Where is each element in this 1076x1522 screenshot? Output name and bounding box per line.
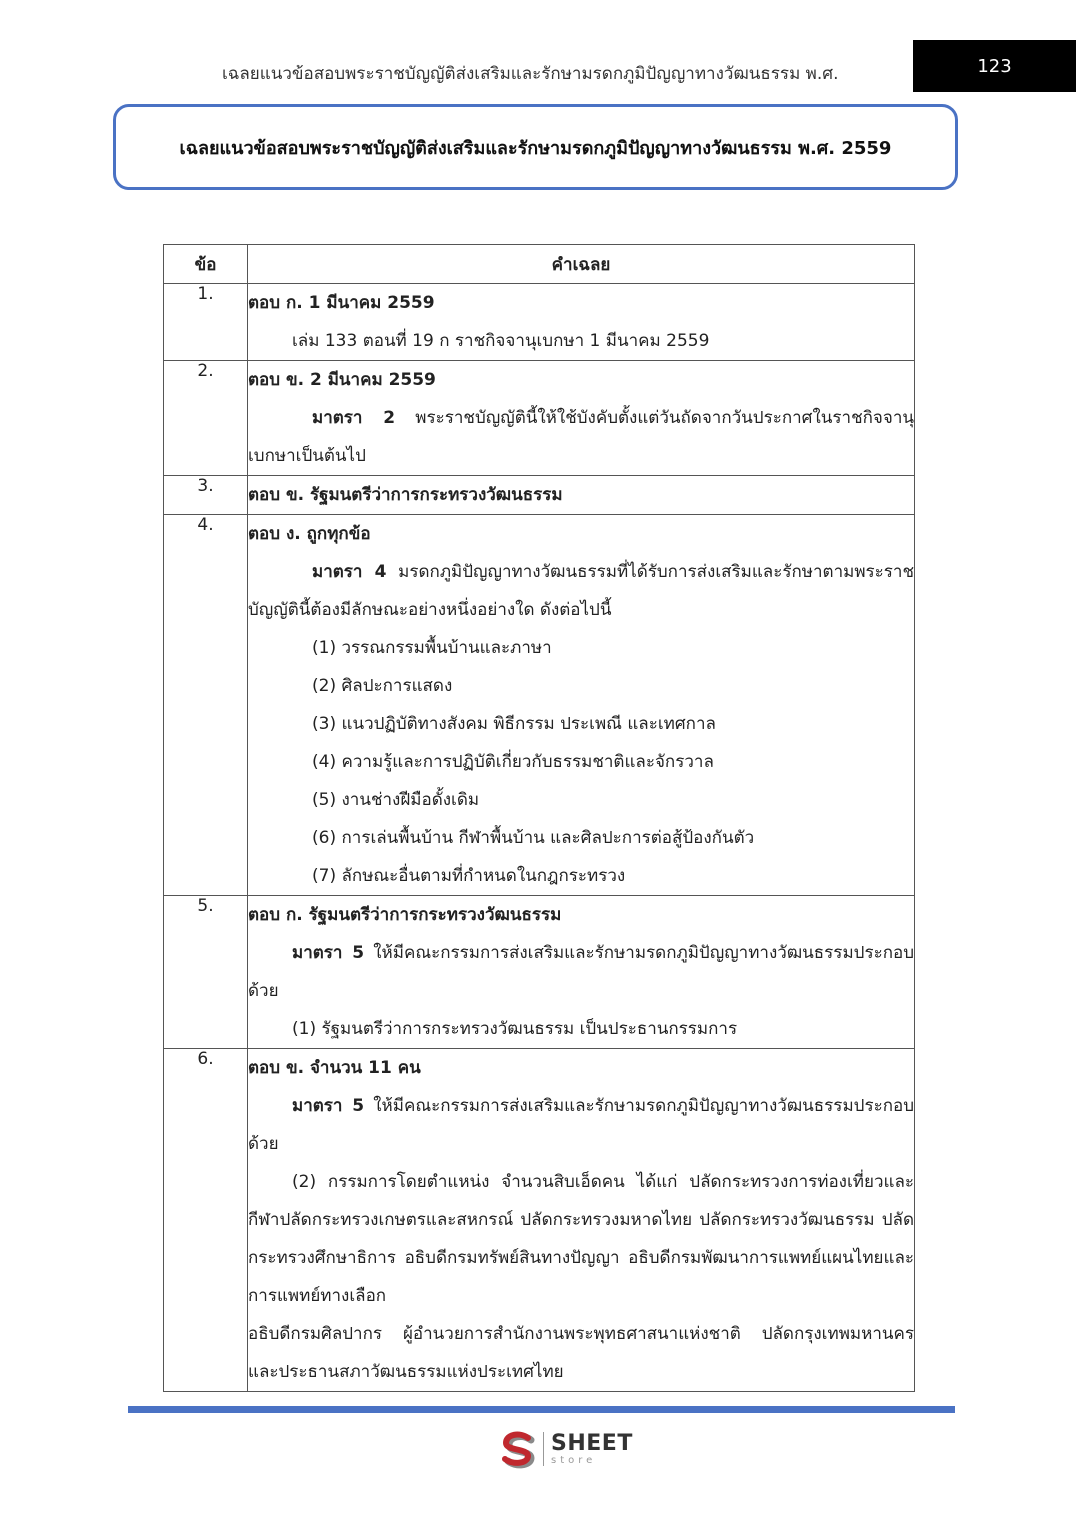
table-row bbox=[164, 896, 915, 1049]
column-header-answer: คำเฉลย bbox=[248, 245, 915, 284]
section-text: ให้มีคณะกรรมการส่งเสริมและรักษามรดกภูมิปัญญาทางวัฒนธรรมประกอบด้วย bbox=[248, 1096, 914, 1154]
row-answer-cell bbox=[248, 284, 915, 361]
section-paragraph bbox=[248, 399, 914, 475]
row-answer-cell bbox=[248, 361, 915, 476]
table-header-row bbox=[164, 245, 915, 284]
logo-separator bbox=[543, 1432, 544, 1466]
answer-table bbox=[163, 244, 915, 1392]
list-item: (4) ความรู้และการปฏิบัติเกี่ยวกับธรรมชาติและจักรวาล bbox=[312, 752, 714, 772]
row-number: 5. bbox=[164, 896, 248, 1049]
list-item: (1) รัฐมนตรีว่าการกระทรวงวัฒนธรรม เป็นประธานกรรมการ bbox=[292, 1019, 738, 1039]
page-header bbox=[0, 40, 1076, 92]
section-text: มรดกภูมิปัญญาทางวัฒนธรรมที่ได้รับการส่งเสริมและรักษาตามพระราชบัญญัตินี้ต้องมีลักษณะอย่างหนึ่งอย่างใด ดังต่อไปนี้ bbox=[248, 562, 914, 620]
answer-line: ตอบ ข. 2 มีนาคม 2559 bbox=[248, 370, 436, 390]
row-answer-cell bbox=[248, 476, 915, 515]
section-paragraph bbox=[248, 1087, 914, 1163]
running-title: เฉลยแนวข้อสอบพระราชบัญญัติส่งเสริมและรักษามรดกภูมิปัญญาทางวัฒนธรรม พ.ศ. bbox=[222, 64, 839, 84]
list-item: (5) งานช่างฝีมือดั้งเดิม bbox=[312, 790, 480, 810]
row-answer-cell bbox=[248, 515, 915, 896]
list-item: (6) การเล่นพื้นบ้าน กีฬาพื้นบ้าน และศิลปะการต่อสู้ป้องกันตัว bbox=[312, 828, 755, 848]
section-label: มาตรา 2 bbox=[312, 408, 396, 428]
list-item-continuation: อธิบดีกรมศิลปากร ผู้อำนวยการสำนักงานพระพุทธศาสนาแห่งชาติ ปลัดกรุงเทพมหานคร และประธานสภาวัฒนธรรมแห่งประเทศไทย bbox=[248, 1324, 914, 1382]
table-row bbox=[164, 1049, 915, 1392]
column-header-number: ข้อ bbox=[164, 245, 248, 284]
section-paragraph bbox=[248, 553, 914, 629]
row-number: 1. bbox=[164, 284, 248, 361]
section-paragraph bbox=[248, 934, 914, 1010]
row-number: 3. bbox=[164, 476, 248, 515]
answer-line: ตอบ ก. รัฐมนตรีว่าการกระทรวงวัฒนธรรม bbox=[248, 905, 562, 925]
row-number: 6. bbox=[164, 1049, 248, 1392]
section-label: มาตรา 5 bbox=[292, 943, 365, 963]
list-item: (2) ศิลปะการแสดง bbox=[312, 676, 453, 696]
logo-text bbox=[551, 1430, 633, 1466]
table-row bbox=[164, 515, 915, 896]
table-row bbox=[164, 361, 915, 476]
logo-subword: store bbox=[551, 1454, 597, 1466]
title-box bbox=[113, 104, 958, 190]
sheet-store-logo bbox=[498, 1428, 633, 1470]
footer-divider bbox=[128, 1406, 955, 1413]
list-item: (2) กรรมการโดยตำแหน่ง จำนวนสิบเอ็ดคน ได้แก่ ปลัดกระทรวงการท่องเที่ยวและกีฬาปลัดกระทรวงเกษตรและสหกรณ์ ปลัดกระทรวงมหาดไทย ปลัดกระทรวงวัฒนธรรม ปลัดกระทรวงศึกษาธิการ อธิบดีกรมทรัพย์สินทางปัญญา อธิบดีกรมพัฒนาการแพทย์แผนไทยและการแพทย์ทางเลือก bbox=[248, 1172, 914, 1306]
answer-detail: เล่ม 133 ตอนที่ 19 ก ราชกิจจานุเบกษา 1 มีนาคม 2559 bbox=[292, 331, 710, 351]
answer-line: ตอบ ก. 1 มีนาคม 2559 bbox=[248, 293, 435, 313]
document-title: เฉลยแนวข้อสอบพระราชบัญญัติส่งเสริมและรักษามรดกภูมิปัญญาทางวัฒนธรรม พ.ศ. 2559 bbox=[179, 137, 892, 159]
row-answer-cell bbox=[248, 1049, 915, 1392]
list-item: (3) แนวปฏิบัติทางสังคม พิธีกรรม ประเพณี และเทศกาล bbox=[312, 714, 716, 734]
list-item: (7) ลักษณะอื่นตามที่กำหนดในกฎกระทรวง bbox=[312, 866, 626, 886]
table-row bbox=[164, 476, 915, 515]
answer-line: ตอบ ข. รัฐมนตรีว่าการกระทรวงวัฒนธรรม bbox=[248, 485, 563, 505]
section-label: มาตรา 4 bbox=[312, 562, 387, 582]
section-label: มาตรา 5 bbox=[292, 1096, 365, 1116]
section-text: ให้มีคณะกรรมการส่งเสริมและรักษามรดกภูมิปัญญาทางวัฒนธรรมประกอบด้วย bbox=[248, 943, 914, 1001]
row-answer-cell bbox=[248, 896, 915, 1049]
page-number: 123 bbox=[913, 40, 1076, 92]
row-number: 4. bbox=[164, 515, 248, 896]
answer-line: ตอบ ข. จำนวน 11 คน bbox=[248, 1058, 421, 1078]
logo-word: SHEET bbox=[551, 1430, 633, 1456]
logo-s-icon bbox=[498, 1429, 538, 1469]
section-text: พระราชบัญญัตินี้ให้ใช้บังคับตั้งแต่วันถัดจากวันประกาศในราชกิจจานุเบกษาเป็นต้นไป bbox=[248, 408, 914, 466]
answer-line: ตอบ ง. ถูกทุกข้อ bbox=[248, 524, 371, 544]
row-number: 2. bbox=[164, 361, 248, 476]
table-row bbox=[164, 284, 915, 361]
list-item: (1) วรรณกรรมพื้นบ้านและภาษา bbox=[312, 638, 552, 658]
